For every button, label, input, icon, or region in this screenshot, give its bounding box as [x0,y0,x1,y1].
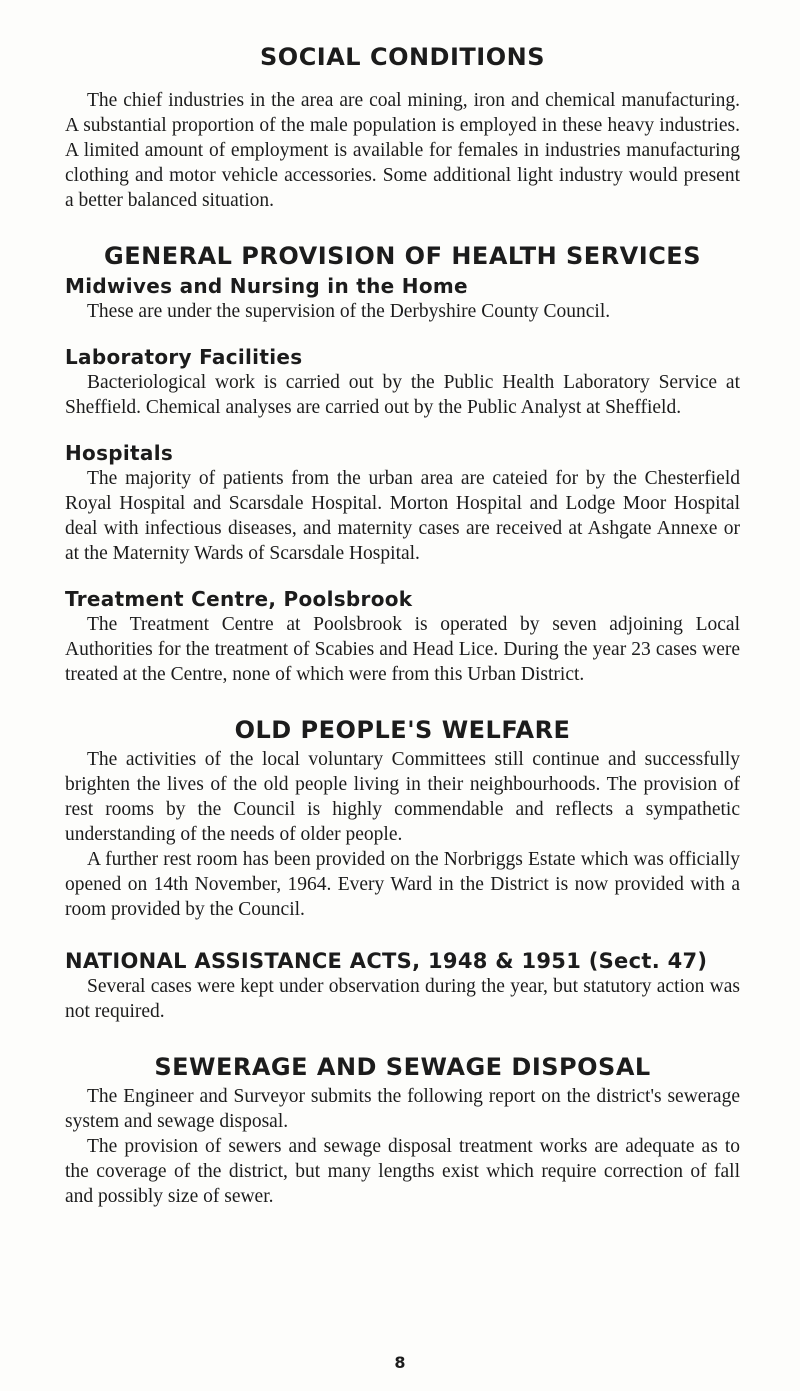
subheading-laboratory: Laboratory Facilities [65,345,303,369]
paragraph-national-assistance-acts: Several cases were kept under observation during the year, but statutory action was not required. [65,976,740,1022]
subheading-midwives: Midwives and Nursing in the Home [65,274,468,298]
document-page [65,40,740,1209]
heading-social-conditions: SOCIAL CONDITIONS [260,43,545,71]
paragraph-hospitals: The majority of patients from the urban area are cateied for by the Chesterfield Royal Hospital and Scarsdale Hospital. Morton Hospital and Lodge Moor Hospital deal with infectious diseases, and maternity cases are received at Ashgate Annexe or at the Maternity Wards of Scarsdale Hospital. [65,468,740,564]
paragraph-sewerage-2: The provision of sewers and sewage disposal treatment works are adequate as to the coverage of the district, but many lengths exist which require correction of fall and possibly size of sewer. [65,1136,740,1207]
subheading-hospitals: Hospitals [65,441,174,465]
heading-health-services: GENERAL PROVISION OF HEALTH SERVICES [104,242,701,270]
paragraph-social-conditions: The chief industries in the area are coal mining, iron and chemical manufacturing. A substantial proportion of the male population is employed in these heavy industries. A limited amount of employment is available for females in industries manufacturing clothing and motor vehicle accessories. Some additional light industry would present a better balanced situation. [65,90,740,211]
paragraph-sewerage-1: The Engineer and Surveyor submits the following report on the district's sewerage system and sewage disposal. [65,1086,740,1132]
heading-national-assistance-acts: NATIONAL ASSISTANCE ACTS, 1948 & 1951 (Sect. 47) [65,949,708,973]
heading-sewerage: SEWERAGE AND SEWAGE DISPOSAL [154,1053,651,1081]
paragraph-laboratory: Bacteriological work is carried out by the Public Health Laboratory Service at Sheffield. Chemical analyses are carried out by the Public Analyst at Sheffield. [65,372,740,418]
paragraph-midwives: These are under the supervision of the Derbyshire County Council. [87,301,611,322]
heading-old-peoples-welfare: OLD PEOPLE'S WELFARE [234,716,571,744]
paragraph-old-peoples-welfare-1: The activities of the local voluntary Committees still continue and successfully brighten the lives of the old people living in their neighbourhoods. The provision of rest rooms by the Council is highly commendable and reflects a sympathetic understanding of the needs of older people. [65,749,740,845]
page-number: 8 [394,1353,406,1372]
paragraph-old-peoples-welfare-2: A further rest room has been provided on the Norbriggs Estate which was officially opened on 14th November, 1964. Every Ward in the District is now provided with a room provided by the Council. [65,849,740,920]
subheading-treatment-centre: Treatment Centre, Poolsbrook [65,587,413,611]
paragraph-treatment-centre: The Treatment Centre at Poolsbrook is operated by seven adjoining Local Authorities for the treatment of Scabies and Head Lice. During the year 23 cases were treated at the Centre, none of which were from this Urban District. [65,614,740,685]
